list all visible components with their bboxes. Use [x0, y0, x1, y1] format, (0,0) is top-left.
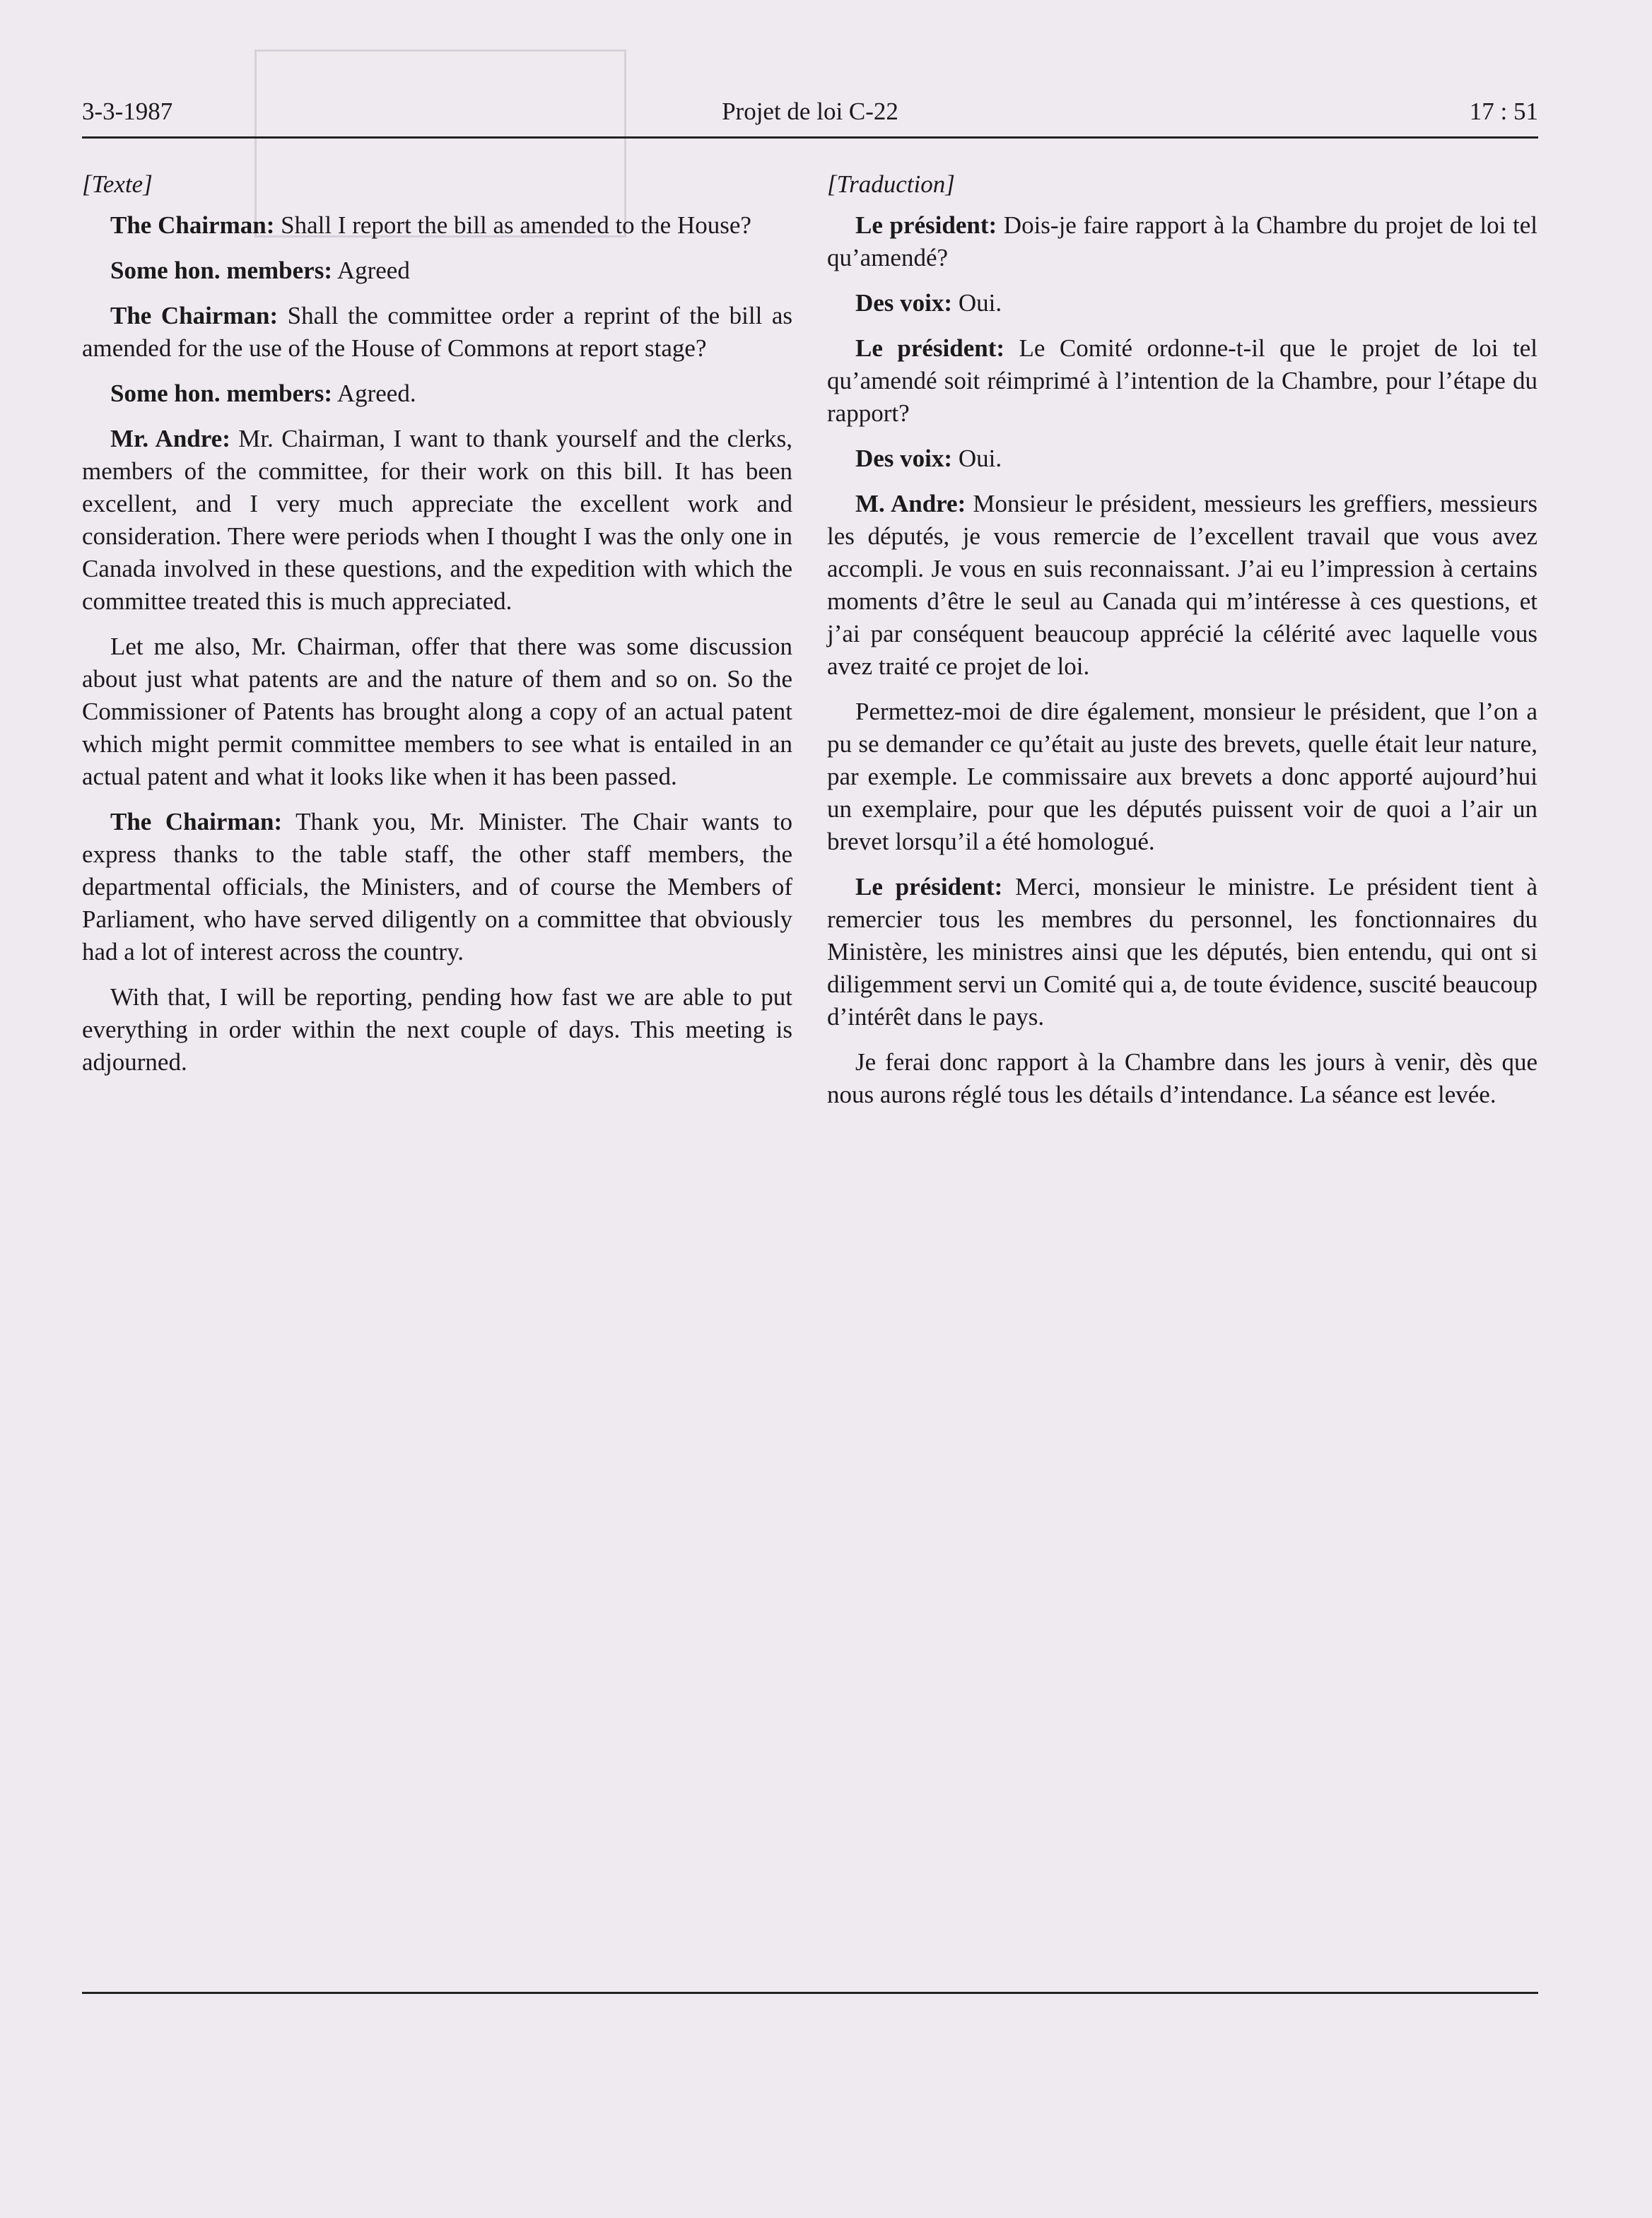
paragraph-text: Shall the committee order a reprint of the bill as amended for the use of the House of Commons at report stage? — [82, 302, 792, 362]
french-column-label: [Traduction] — [827, 170, 955, 198]
paragraph — [82, 300, 792, 365]
paragraph-text: With that, I will be reporting, pending how fast we are able to put everything in order within the next couple of days. This meeting is adjourned. — [82, 983, 792, 1076]
paragraph-text: Oui. — [952, 289, 1002, 317]
paragraph — [827, 488, 1537, 683]
paragraph — [827, 442, 1537, 475]
footer-rule — [82, 1992, 1538, 1994]
page-header — [82, 98, 1538, 134]
header-rule — [82, 136, 1538, 139]
speaker-name: Mr. Andre: — [110, 425, 230, 452]
paragraph — [827, 287, 1537, 319]
paragraph — [82, 377, 792, 410]
paragraph-text: Monsieur le président, messieurs les greffiers, messieurs les députés, je vous remercie de l’excellent travail que vous avez accompli. Je vous en suis reconnaissant. J’ai eu l’impression à certains moments d’être le seul au Canada qui m’intéresse à ces questions, et j’ai par conséquent beaucoup apprécié la célérité avec laquelle vous avez traité ce projet de loi. — [827, 490, 1537, 680]
paragraph-text: Let me also, Mr. Chairman, offer that there was some discussion about just what patents are and the nature of them and so on. So the Commissioner of Patents has brought along a copy of an actual patent which might permit committee members to see what is entailed in an actual patent and what it looks like when it has been passed. — [82, 633, 792, 790]
speaker-name: The Chairman: — [110, 302, 279, 329]
paragraph — [827, 871, 1537, 1033]
paragraph-text: Shall I report the bill as amended to the House? — [274, 211, 751, 239]
paragraph-text: Mr. Chairman, I want to thank yourself and the clerks, members of the committee, for their work on this bill. It has been excellent, and I very much appreciate the excellent work and consideration. There were periods when I thought I was the only one in Canada involved in these questions, and the expedition with which the committee treated this is much appreciated. — [82, 425, 792, 615]
paragraph — [82, 254, 792, 287]
speaker-name: M. Andre: — [855, 490, 966, 517]
paragraph-text: Merci, monsieur le ministre. Le président tient à remercier tous les membres du personnel, les fonctionnaires du Ministère, les ministres ainsi que les députés, bien entendu, qui ont si diligemment servi un Comité qui a, de toute évidence, suscité beaucoup d’intérêt dans le pays. — [827, 873, 1538, 1031]
paragraph-text: Le Comité ordonne-t-il que le projet de loi tel qu’amendé soit réimprimé à l’intention de la Chambre, pour l’étape du rapport? — [827, 334, 1537, 427]
paragraph-text: Agreed — [332, 257, 410, 284]
paragraph — [827, 696, 1537, 858]
speaker-name: Le président: — [855, 334, 1005, 362]
paragraph-text: Thank you, Mr. Minister. The Chair wants to express thanks to the table staff, the other staff members, the departmental officials, the Ministers, and of course the Members of Parliament, who have served diligently on a committee that obviously had a lot of interest across the country. — [82, 808, 793, 966]
paragraph-text: Permettez-moi de dire également, monsieur le président, que l’on a pu se demander ce qu’était au juste des brevets, quelle était leur nature, par exemple. Le commissaire aux brevets a donc apporté aujourd’hui un exemplaire, pour que les députés puissent voir de quoi a l’air un brevet lorsqu’il a été homologué. — [827, 698, 1537, 855]
header-date: 3-3-1987 — [82, 98, 173, 125]
paragraph-text: Je ferai donc rapport à la Chambre dans les jours à venir, dès que nous aurons réglé tous les détails d’intendance. La séance est levée. — [827, 1048, 1537, 1108]
english-column-label: [Texte] — [82, 170, 153, 198]
speaker-name: Some hon. members: — [110, 257, 332, 284]
speaker-name: Some hon. members: — [110, 380, 332, 407]
paragraph — [82, 981, 792, 1079]
speaker-name: The Chairman: — [110, 211, 275, 239]
paragraph — [82, 423, 792, 618]
speaker-name: Des voix: — [855, 289, 953, 317]
speaker-name: Le président: — [855, 873, 1003, 900]
header-title: Projet de loi C-22 — [722, 98, 898, 125]
french-column — [827, 168, 1537, 1124]
paragraph-text: Oui. — [952, 445, 1002, 472]
paragraph — [827, 332, 1537, 430]
header-page-number: 17 : 51 — [1469, 98, 1538, 125]
speaker-name: Le président: — [855, 211, 997, 239]
paragraph — [82, 630, 792, 793]
speaker-name: Des voix: — [855, 445, 953, 472]
paragraph — [827, 1046, 1537, 1111]
paragraph-text: Agreed. — [332, 380, 416, 407]
paragraph-text: Dois-je faire rapport à la Chambre du projet de loi tel qu’amendé? — [827, 211, 1537, 271]
speaker-name: The Chairman: — [110, 808, 283, 835]
paragraph — [82, 209, 792, 242]
paragraph — [827, 209, 1537, 274]
english-column — [82, 168, 792, 1091]
paragraph — [82, 806, 792, 968]
